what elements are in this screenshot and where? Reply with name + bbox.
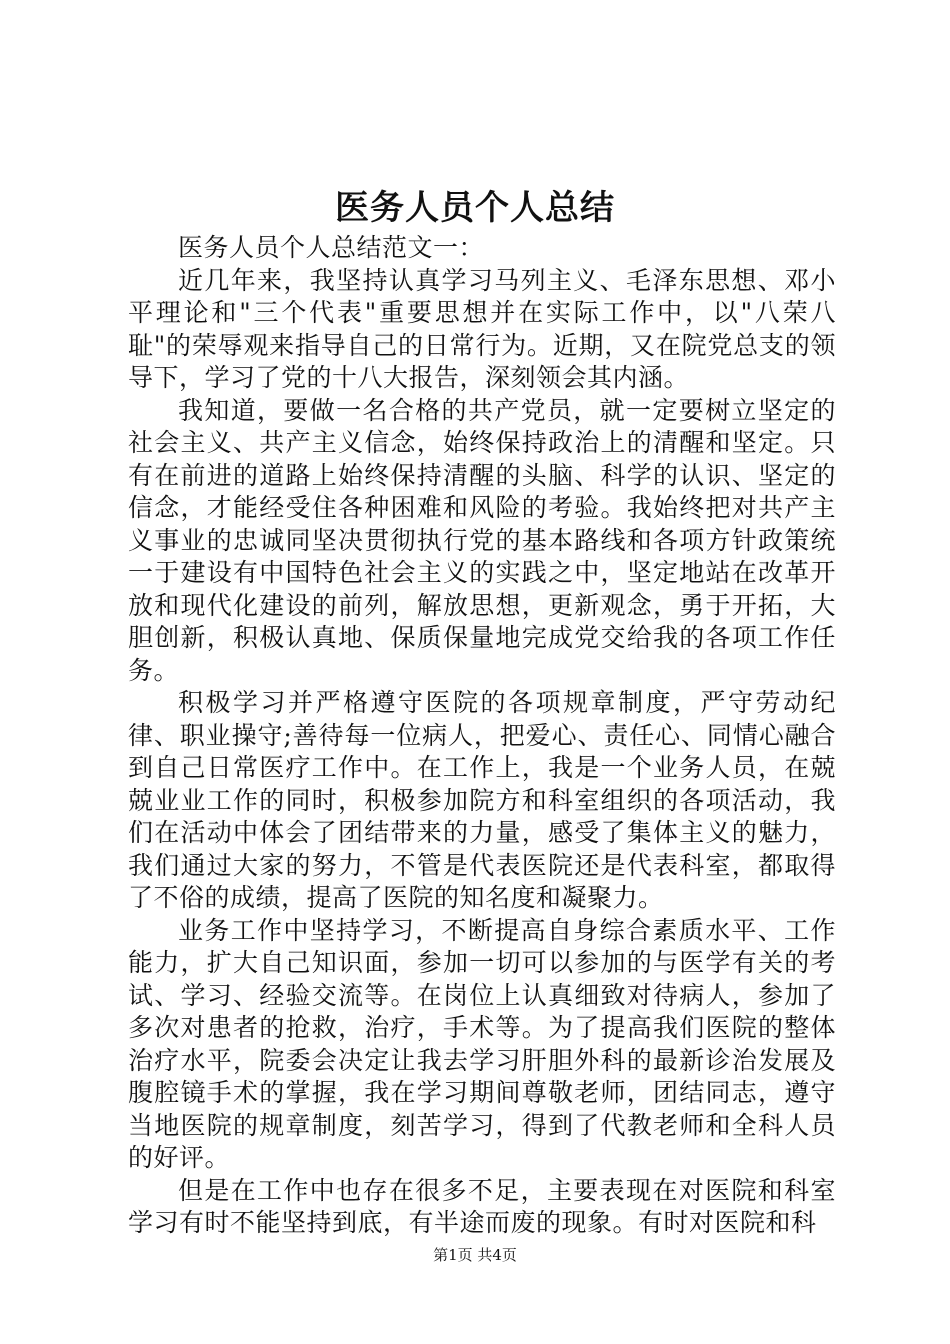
document-body [128, 232, 836, 1240]
paragraph-5: 但是在工作中也存在很多不足，主要表现在对医院和科室学习有时不能坚持到底，有半途而废的现象。有时对医院和科 [128, 1175, 836, 1237]
page-footer: 第1页 共4页 [433, 1246, 517, 1264]
paragraph-intro: 医务人员个人总结范文一： [178, 233, 485, 262]
paragraph-4: 业务工作中坚持学习，不断提高自身综合素质水平、工作能力，扩大自己知识面，参加一切可以参加的与医学有关的考试、学习、经验交流等。在岗位上认真细致对待病人，参加了多次对患者的抢救，治疗，手术等。为了提高我们医院的整体治疗水平，院委会决定让我去学习肝胆外科的最新诊治发展及腹腔镜手术的掌握，我在学习期间尊敬老师，团结同志，遵守当地医院的规章制度，刻苦学习，得到了代教老师和全科人员的好评。 [128, 915, 836, 1172]
paragraph-2: 我知道，要做一名合格的共产党员，就一定要树立坚定的社会主义、共产主义信念，始终保持政治上的清醒和坚定。只有在前进的道路上始终保持清醒的头脑、科学的认识、坚定的信念，才能经受住各种困难和风险的考验。我始终把对共产主义事业的忠诚同坚决贯彻执行党的基本路线和各项方针政策统一于建设有中国特色社会主义的实践之中，坚定地站在改革开放和现代化建设的前列，解放思想，更新观念，勇于开拓，大胆创新，积极认真地、保质保量地完成党交给我的各项工作任务。 [128, 395, 836, 685]
paragraph-3: 积极学习并严格遵守医院的各项规章制度，严守劳动纪律、职业操守;善待每一位病人，把爱心、责任心、同情心融合到自己日常医疗工作中。在工作上，我是一个业务人员，在兢兢业业工作的同时，积极参加院方和科室组织的各项活动，我们在活动中体会了团结带来的力量，感受了集体主义的魅力，我们通过大家的努力，不管是代表医院还是代表科室，都取得了不俗的成绩，提高了医院的知名度和凝聚力。 [128, 688, 836, 912]
document-title: 医务人员个人总结 [335, 188, 615, 228]
paragraph-1: 近几年来，我坚持认真学习马列主义、毛泽东思想、邓小平理论和"三个代表"重要思想并在实际工作中，以"八荣八耻"的荣辱观来指导自己的日常行为。近期，又在院党总支的领导下，学习了党的十八大报告，深刻领会其内涵。 [128, 265, 836, 392]
